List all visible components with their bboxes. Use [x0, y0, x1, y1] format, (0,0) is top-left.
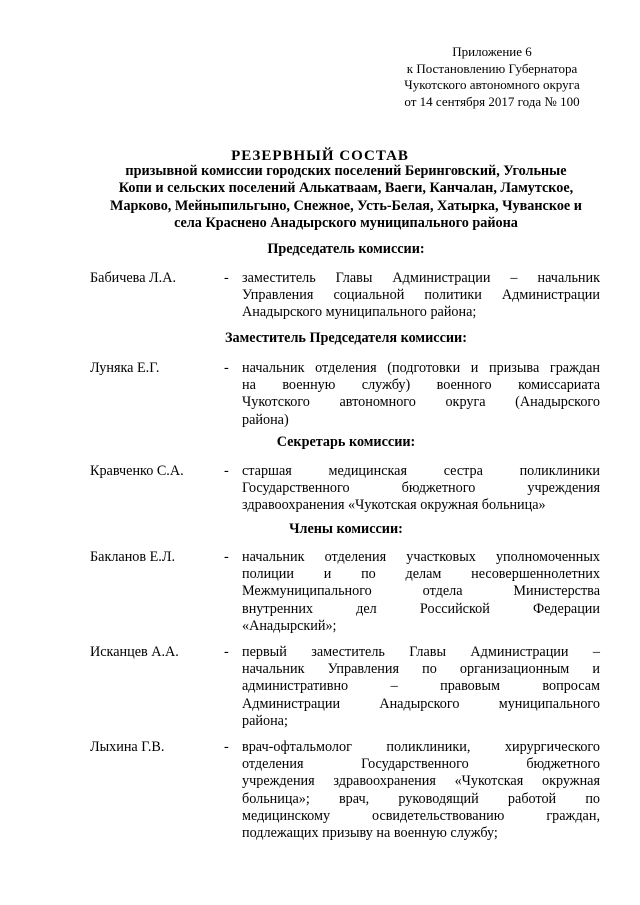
section-heading-deputy: Заместитель Председателя комиссии:	[225, 330, 467, 346]
role-line: отделения Государственного бюджетного	[242, 756, 600, 773]
appendix-line: к Постановлению Губернатора	[406, 60, 578, 76]
role-line: района;	[242, 712, 288, 729]
role-line: административно – правовым вопросам	[242, 678, 600, 695]
member-role	[242, 360, 600, 429]
role-line: старшая медицинская сестра поликлиники	[242, 463, 600, 479]
document-subtitle	[85, 163, 607, 233]
role-line: начальник Управления по организационным и	[242, 661, 600, 678]
role-line: Управления социальной политики Администрации	[242, 287, 600, 304]
member-name: Бабичева Л.А.	[90, 270, 177, 286]
role-line: начальник отделения (подготовки и призыва граждан	[242, 360, 600, 376]
appendix-block	[372, 44, 612, 110]
subtitle-line: села Краснено Анадырского муниципального района	[174, 215, 518, 232]
role-line: здравоохранения «Чукотская окружная больница»	[242, 497, 546, 514]
member-role	[242, 644, 600, 730]
member-dash: -	[224, 644, 229, 660]
member-dash: -	[224, 463, 229, 479]
role-line: Чукотского автономного округа (Анадырского	[242, 394, 600, 411]
role-line: Администрации Анадырского муниципального	[242, 695, 600, 712]
appendix-line: Чукотского автономного округа	[404, 77, 580, 92]
document-title: РЕЗЕРВНЫЙ СОСТАВ	[231, 148, 409, 164]
role-line: заместитель Главы Администрации – начальник	[242, 270, 600, 286]
role-line: Межмуниципального отдела Министерства	[242, 583, 600, 600]
role-line: начальник отделения участковых уполномоченных	[242, 549, 600, 565]
role-line: первый заместитель Главы Администрации –	[242, 644, 600, 660]
role-line: медицинскому освидетельствованию граждан,	[242, 807, 600, 824]
member-dash: -	[224, 549, 229, 565]
member-role	[242, 739, 600, 842]
role-line: учреждения здравоохранения «Чукотская окружная	[242, 773, 600, 790]
role-line: внутренних дел Российской Федерации	[242, 600, 600, 617]
member-name: Лыхина Г.В.	[90, 739, 165, 755]
member-dash: -	[224, 270, 229, 286]
appendix-line: от 14 сентября 2017 года № 100	[404, 93, 580, 109]
member-name: Исканцев А.А.	[90, 644, 179, 660]
section-heading-chairman: Председатель комиссии:	[267, 241, 425, 257]
subtitle-line: призывной комиссии городских поселений Беринговский, Угольные	[125, 163, 567, 179]
role-line: подлежащих призыву на военную службу;	[242, 825, 498, 842]
role-line: на военную службу) военного комиссариата	[242, 377, 600, 394]
role-line: врач-офтальмолог поликлиники, хирургического	[242, 739, 600, 755]
role-line: «Анадырский»;	[242, 617, 337, 634]
member-role	[242, 270, 600, 322]
section-heading-secretary: Секретарь комиссии:	[276, 434, 416, 450]
member-dash: -	[224, 360, 229, 376]
member-name: Бакланов Е.Л.	[90, 549, 176, 565]
role-line: Анадырского муниципального района;	[242, 304, 477, 321]
role-line: Государственного бюджетного учреждения	[242, 480, 600, 497]
member-name: Луняка Е.Г.	[90, 360, 160, 376]
subtitle-line: Марково, Мейныпильгыно, Снежное, Усть-Белая, Хатырка, Чуванское и	[110, 197, 582, 214]
member-dash: -	[224, 739, 229, 755]
section-heading-members: Члены комиссии:	[289, 521, 403, 537]
subtitle-line: Копи и сельских поселений Алькатваам, Ваеги, Канчалан, Ламутское,	[118, 180, 574, 197]
member-name: Кравченко С.А.	[90, 463, 184, 479]
role-line: больница»; врач, руководящий работой по	[242, 790, 600, 807]
member-role	[242, 549, 600, 635]
role-line: полиции и по делам несовершеннолетних	[242, 566, 600, 583]
member-role	[242, 463, 600, 515]
role-line: района)	[242, 411, 289, 428]
appendix-line: Приложение 6	[452, 44, 532, 59]
